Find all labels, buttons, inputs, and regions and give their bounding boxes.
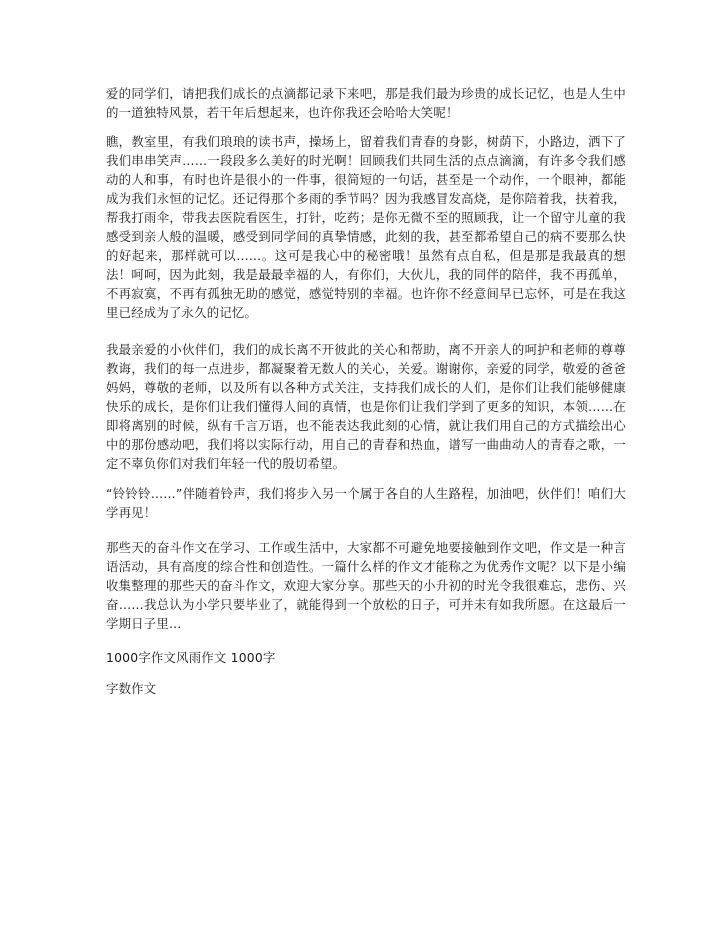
paragraph-2: 瞧，教室里，有我们琅琅的读书声，操场上，留着我们青春的身影，树荫下，小路边，洒下了我们串串笑声……一段段多么美好的时光啊！回顾我们共同生活的点点滴滴，有许多令我们感动的人和事，有时也许是很小的一件事，很简短的一句话，甚至是一个动作，一个眼神，都能成为我们永恒的记忆。还记得那个多雨的季节吗？因为我感冒发高烧，是你陪着我，扶着我，帮我打雨伞，带我去医院看医生，打针，吃药；是你无微不至的照顾我，让一个留守儿童的我感受到亲人般的温暖，感受到同学间的真挚情感，此刻的我，甚至都希望自己的病不要那么快的好起来，那样就可以……。这可是我心中的秘密哦！虽然有点自私，但是那是我最真的想法！呵呵，因为此刻，我是最最幸福的人，有你们，大伙儿，我的同伴的陪伴，我不再孤单，不再寂寞，不再有孤独无助的感觉，感觉特别的幸福。也许你不经意间早已忘怀，可是在我这里已经成为了永久的记忆。 — [106, 134, 626, 320]
paragraph-4: “铃铃铃……”伴随着铃声，我们将步入另一个属于各自的人生路程，加油吧，伙伴们！咱们大学再见！ — [106, 486, 626, 520]
paragraph-1: 爱的同学们，请把我们成长的点滴都记录下来吧，那是我们最为珍贵的成长记忆，也是人生中的一道独特风景，若干年后想起来，也许你我还会哈哈大笑呢！ — [106, 86, 626, 120]
paragraph-5: 那些天的奋斗作文在学习、工作或生活中，大家都不可避免地要接触到作文吧，作文是一种言语活动，具有高度的综合性和创造性。一篇什么样的作文才能称之为优秀作文呢？以下是小编收集整理的那些天的奋斗作文，欢迎大家分享。那些天的小升初的时光令我很难忘，悲伤、兴奋……我总认为小学只要毕业了，就能得到一个放松的日子，可并未有如我所愿。在这最后一学期日子里... — [106, 540, 626, 631]
related-title-1000-words: 1000字作文风雨作文 1000字 — [106, 650, 276, 665]
related-title-word-count: 字数作文 — [106, 681, 157, 696]
paragraph-3: 我最亲爱的小伙伴们，我们的成长离不开彼此的关心和帮助，离不开亲人的呵护和老师的尊尊教诲，我们的每一点进步，都凝聚着无数人的关心，关爱。谢谢你，亲爱的同学，敬爱的爸爸妈妈，尊敬的老师，以及所有以各种方式关注，支持我们成长的人们，是你们让我们能够健康快乐的成长，是你们让我们懂得人间的真情，也是你们让我们学到了更多的知识，本领……在即将离别的时候，纵有千言万语，也不能表达我此刻的心情，就让我们用自己的方式描绘出心中的那份感动吧，我们将以实际行动，用自己的青春和热血，谱写一曲曲动人的青春之歌，一定不辜负你们对我们年轻一代的殷切希望。 — [106, 342, 626, 471]
